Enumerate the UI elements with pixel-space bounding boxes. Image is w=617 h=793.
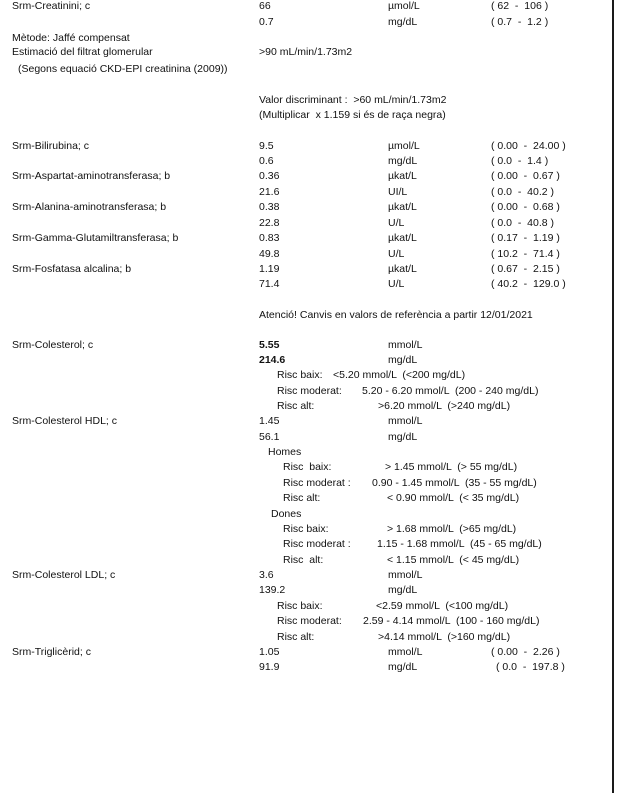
risk-threshold: 2.59 - 4.14 mmol/L (100 - 160 mg/dL) [363,615,540,627]
test-name: Srm-Triglicèrid; c [12,646,91,658]
result-unit: mg/dL [388,354,418,366]
test-name: Srm-Creatinini; c [12,0,91,12]
result-unit: µmol/L [388,0,420,12]
risk-threshold: > 1.45 mmol/L (> 55 mg/dL) [385,461,518,473]
reference-range: ( 0.17 - 1.19 ) [491,232,560,244]
result-value: 1.19 [259,263,280,275]
reference-range: ( 0.00 - 24.00 ) [491,140,566,152]
risk-threshold: 0.90 - 1.45 mmol/L (35 - 55 mg/dL) [372,477,537,489]
result-value: 0.6 [259,155,274,167]
risk-label: Risc baix: [283,461,332,473]
test-name: Estimació del filtrat glomerular [12,46,153,58]
result-unit: mg/dL [388,431,418,443]
result-unit: UI/L [388,186,408,198]
result-unit: mg/dL [388,155,418,167]
risk-label: Risc baix: [277,369,323,381]
result-value: 0.36 [259,170,280,182]
reference-range: ( 40.2 - 129.0 ) [491,278,566,290]
reference-range: ( 0.00 - 0.68 ) [491,201,560,213]
result-unit: mmol/L [388,339,423,351]
risk-label: Risc baix: [277,600,323,612]
result-unit: µkat/L [388,170,417,182]
result-value: 56.1 [259,431,280,443]
reference-range: ( 0.00 - 2.26 ) [491,646,560,658]
reference-range: ( 0.0 - 40.8 ) [491,217,555,229]
result-value: 91.9 [259,661,280,673]
result-unit: mmol/L [388,646,423,658]
result-value: 21.6 [259,186,280,198]
risk-label: Risc moderat : [283,538,351,550]
result-unit: µmol/L [388,140,420,152]
subgroup-label: Homes [268,446,302,458]
result-value: >90 mL/min/1.73m2 [259,46,353,58]
test-name: Srm-Aspartat-aminotransferasa; b [12,170,171,182]
result-unit: U/L [388,278,405,290]
result-value: 0.7 [259,16,274,28]
result-unit: µkat/L [388,201,417,213]
result-unit: U/L [388,248,405,260]
result-value: Valor discriminant : >60 mL/min/1.73m2 [259,94,447,106]
result-value: 5.55 [259,339,280,351]
risk-threshold: >4.14 mmol/L (>160 mg/dL) [378,631,511,643]
result-value: 49.8 [259,248,280,260]
result-unit: U/L [388,217,405,229]
reference-range: ( 0.7 - 1.2 ) [491,16,549,28]
reference-range: ( 62 - 106 ) [491,0,549,12]
result-value: 1.45 [259,415,280,427]
risk-label: Risc alt: [283,554,324,566]
risk-label: Risc alt: [277,400,315,412]
risk-label: Risc moderat: [277,385,342,397]
risk-threshold: > 1.68 mmol/L (>65 mg/dL) [387,523,517,535]
risk-label: Risc baix: [283,523,329,535]
result-value: 3.6 [259,569,274,581]
result-unit: mmol/L [388,569,423,581]
reference-range: ( 0.67 - 2.15 ) [491,263,560,275]
risk-threshold: < 0.90 mmol/L (< 35 mg/dL) [387,492,520,504]
test-name: Srm-Colesterol HDL; c [12,415,118,427]
result-value: 9.5 [259,140,274,152]
result-value: 0.38 [259,201,280,213]
risk-threshold: 1.15 - 1.68 mmol/L (45 - 65 mg/dL) [377,538,542,550]
reference-range: ( 0.00 - 0.67 ) [491,170,560,182]
result-unit: µkat/L [388,232,417,244]
reference-range: ( 0.0 - 40.2 ) [491,186,555,198]
result-value: 22.8 [259,217,280,229]
test-name: Mètode: Jaffé compensat [12,32,130,44]
page-edge-line [612,0,614,793]
test-name: Srm-Colesterol; c [12,339,94,351]
reference-range: ( 0.0 - 197.8 ) [496,661,565,673]
result-unit: mg/dL [388,661,418,673]
risk-threshold: <2.59 mmol/L (<100 mg/dL) [376,600,509,612]
risk-threshold: 5.20 - 6.20 mmol/L (200 - 240 mg/dL) [362,385,539,397]
reference-range: ( 0.0 - 1.4 ) [491,155,549,167]
risk-threshold: < 1.15 mmol/L (< 45 mg/dL) [387,554,520,566]
test-name: Srm-Gamma-Glutamiltransferasa; b [12,232,179,244]
result-value: (Multiplicar x 1.159 si és de raça negra) [259,109,446,121]
result-unit: µkat/L [388,263,417,275]
subgroup-label: Dones [271,508,302,520]
test-name: Srm-Alanina-aminotransferasa; b [12,201,167,213]
risk-label: Risc moderat: [277,615,342,627]
test-name: Srm-Bilirubina; c [12,140,90,152]
result-value: 214.6 [259,354,286,366]
result-unit: mg/dL [388,16,418,28]
result-value: Atenció! Canvis en valors de referència a partir 12/01/2021 [259,309,533,321]
reference-range: ( 10.2 - 71.4 ) [491,248,560,260]
result-value: 139.2 [259,584,286,596]
result-value: 0.83 [259,232,280,244]
result-unit: mmol/L [388,415,423,427]
risk-label: Risc alt: [283,492,321,504]
risk-label: Risc alt: [277,631,315,643]
result-unit: mg/dL [388,584,418,596]
test-note: (Segons equació CKD-EPI creatinina (2009)) [18,63,228,75]
risk-threshold: >6.20 mmol/L (>240 mg/dL) [378,400,511,412]
result-value: 71.4 [259,278,280,290]
test-name: Srm-Fosfatasa alcalina; b [12,263,132,275]
test-name: Srm-Colesterol LDL; c [12,569,116,581]
result-value: 1.05 [259,646,280,658]
risk-threshold: <5.20 mmol/L (<200 mg/dL) [333,369,466,381]
risk-label: Risc moderat : [283,477,351,489]
result-value: 66 [259,0,271,12]
